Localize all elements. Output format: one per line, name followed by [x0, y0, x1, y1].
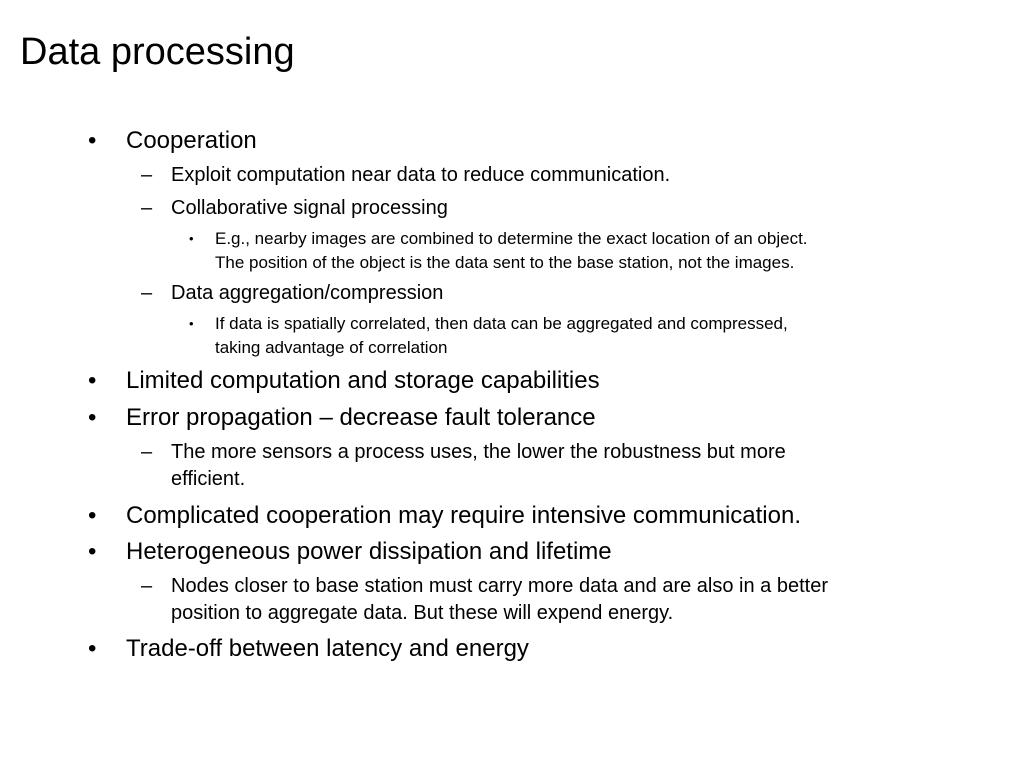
- bullet-marker: •: [189, 316, 194, 331]
- sub-bullet-data-aggregation: [141, 280, 444, 307]
- dash-marker: –: [141, 441, 153, 463]
- bullet-marker: •: [189, 231, 194, 246]
- sub-bullet-nodes-closer: [141, 573, 829, 627]
- bullet-limited-computation: [88, 367, 600, 395]
- bullet-error-propagation: [88, 404, 596, 432]
- bullet-text-line-1: The more sensors a process uses, the lower the robustness but more: [171, 441, 786, 463]
- bullet-heterogeneous-power: [88, 538, 612, 566]
- bullet-marker: •: [88, 404, 97, 431]
- bullet-trade-off: [88, 635, 529, 663]
- slide-title: Data processing: [20, 31, 295, 73]
- dash-marker: –: [141, 164, 153, 186]
- bullet-complicated-cooperation: [88, 502, 801, 530]
- bullet-text-line-2: efficient.: [171, 468, 246, 490]
- bullet-text: Trade-off between latency and energy: [126, 635, 529, 662]
- bullet-marker: •: [88, 367, 97, 394]
- bullet-text-line-2: position to aggregate data. But these will expend energy.: [171, 602, 674, 624]
- dash-marker: –: [141, 575, 153, 597]
- bullet-marker: •: [88, 502, 97, 529]
- dash-marker: –: [141, 282, 153, 304]
- bullet-text-line-1: Nodes closer to base station must carry more data and are also in a better: [171, 575, 829, 597]
- bullet-text: Data aggregation/compression: [171, 282, 444, 304]
- sub-bullet-collaborative-signal: [141, 195, 448, 222]
- bullet-text: Limited computation and storage capabilities: [126, 367, 600, 394]
- bullet-text-line-2: The position of the object is the data sent to the base station, not the images.: [215, 253, 795, 272]
- bullet-text: Collaborative signal processing: [171, 197, 448, 219]
- bullet-text: Cooperation: [126, 127, 257, 154]
- bullet-cooperation: [88, 127, 257, 155]
- bullet-text: Complicated cooperation may require intensive communication.: [126, 502, 801, 529]
- bullet-text-line-1: If data is spatially correlated, then data can be aggregated and compressed,: [215, 314, 788, 333]
- bullet-marker: •: [88, 538, 97, 565]
- sub-sub-bullet-nearby-images: [189, 227, 808, 275]
- dash-marker: –: [141, 197, 153, 219]
- bullet-marker: •: [88, 127, 97, 154]
- bullet-text-line-1: E.g., nearby images are combined to determine the exact location of an object.: [215, 229, 808, 248]
- sub-bullet-exploit-computation: [141, 162, 671, 189]
- bullet-text: Heterogeneous power dissipation and lifetime: [126, 538, 612, 565]
- bullet-text-line-2: taking advantage of correlation: [215, 338, 448, 357]
- bullet-marker: •: [88, 635, 97, 662]
- bullet-text: Exploit computation near data to reduce communication.: [171, 164, 671, 186]
- sub-bullet-more-sensors: [141, 439, 786, 493]
- sub-sub-bullet-spatially-correlated: [189, 312, 788, 360]
- bullet-text: Error propagation – decrease fault tolerance: [126, 404, 596, 431]
